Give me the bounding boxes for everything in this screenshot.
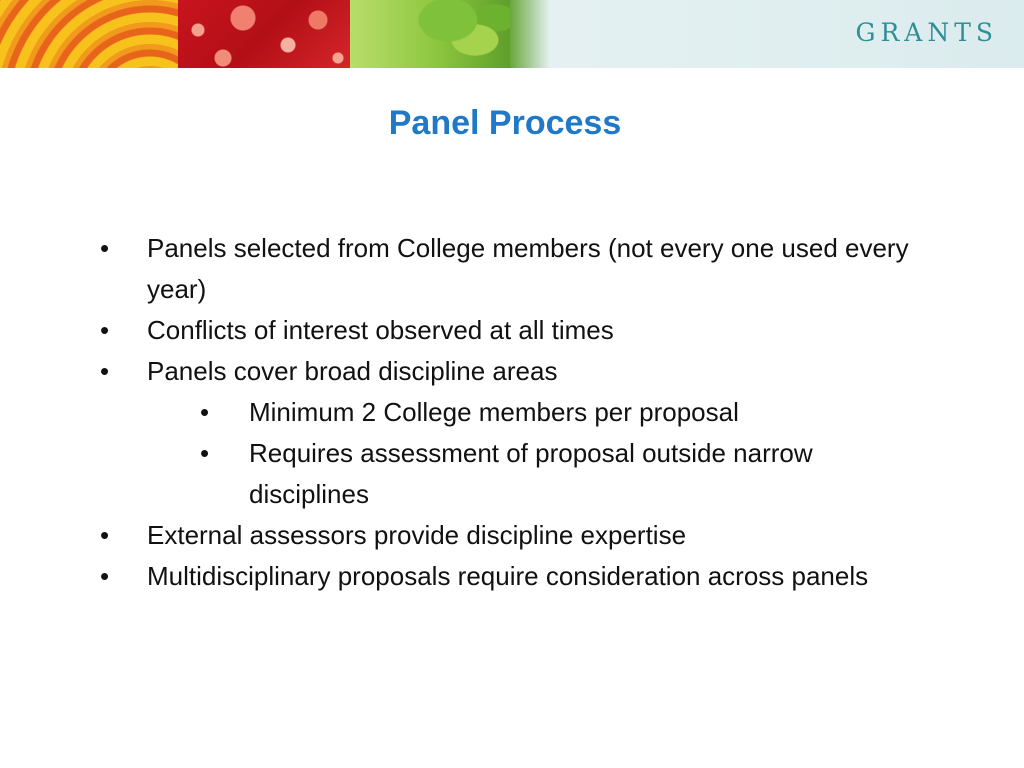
bullet-item [100, 556, 930, 597]
bullet-icon: • [100, 561, 110, 591]
bullet-text: Panels cover broad discipline areas [147, 356, 558, 386]
bullet-text: Conflicts of interest observed at all times [147, 315, 614, 345]
slide-title: Panel Process [388, 104, 622, 142]
banner-fade [510, 0, 550, 68]
green-leaves-image [350, 0, 510, 68]
bullet-item [100, 351, 930, 392]
red-cells-image [178, 0, 350, 68]
bullet-icon: • [100, 520, 110, 550]
bullet-text: Minimum 2 College members per proposal [249, 397, 739, 427]
sub-bullet-item [100, 392, 930, 433]
bullet-item [100, 515, 930, 556]
brand-logo-text: GRANTS [855, 18, 998, 47]
bullet-text: Panels selected from College members (not every one used every year) [147, 233, 909, 304]
orange-rings-image [0, 0, 178, 68]
header-banner [0, 0, 1024, 68]
bullet-icon: • [100, 233, 110, 263]
sub-bullet-item [100, 433, 930, 515]
bullet-list [100, 228, 930, 597]
bullet-text: External assessors provide discipline expertise [147, 520, 687, 550]
bullet-icon: • [100, 315, 110, 345]
bullet-icon: • [200, 438, 210, 468]
bullet-icon: • [100, 356, 110, 386]
bullet-icon: • [200, 397, 210, 427]
bullet-item [100, 310, 930, 351]
bullet-text: Requires assessment of proposal outside narrow disciplines [249, 438, 813, 509]
bullet-text: Multidisciplinary proposals require consideration across panels [147, 561, 869, 591]
bullet-item [100, 228, 930, 310]
